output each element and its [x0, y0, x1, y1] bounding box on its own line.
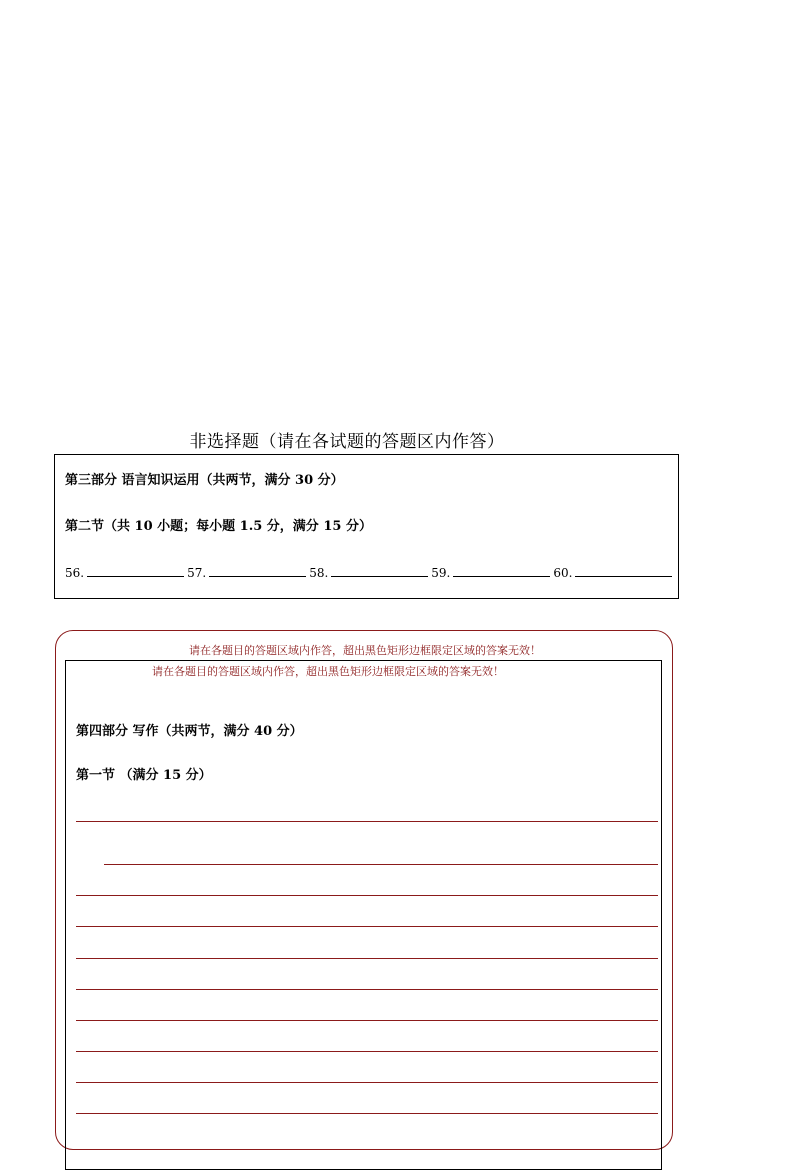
- writing-line[interactable]: [76, 821, 658, 822]
- section-title: 非选择题（请在各试题的答题区内作答）: [189, 432, 505, 452]
- answer-blanks-row: [65, 564, 675, 580]
- writing-area-frame: [55, 630, 673, 1150]
- writing-line[interactable]: [76, 989, 658, 990]
- answer-number: 57.: [187, 566, 207, 580]
- writing-line[interactable]: [76, 895, 658, 896]
- answer-item-59[interactable]: [431, 564, 553, 580]
- section1-heading: 第一节 （满分 15 分）: [76, 768, 212, 783]
- answer-item-60[interactable]: [553, 564, 675, 580]
- writing-line[interactable]: [76, 926, 658, 927]
- answer-item-56[interactable]: [65, 564, 187, 580]
- writing-line[interactable]: [76, 1051, 658, 1052]
- answer-area-notice-inner: 请在各题目的答题区域内作答，超出黑色矩形边框限定区域的答案无效！: [152, 665, 504, 678]
- answer-number: 59.: [431, 566, 451, 580]
- section2-heading: 第二节（共 10 小题；每小题 1.5 分，满分 15 分）: [65, 519, 372, 534]
- answer-blank[interactable]: [453, 564, 550, 577]
- part4-heading: 第四部分 写作（共两节，满分 40 分）: [76, 724, 303, 739]
- writing-line[interactable]: [76, 1113, 658, 1114]
- answer-number: 56.: [65, 566, 85, 580]
- answer-blank[interactable]: [575, 564, 672, 577]
- writing-line[interactable]: [104, 864, 658, 865]
- part3-heading: 第三部分 语言知识运用（共两节，满分 30 分）: [65, 473, 344, 488]
- answer-item-57[interactable]: [187, 564, 309, 580]
- answer-blank[interactable]: [87, 564, 184, 577]
- writing-answer-box[interactable]: [65, 660, 662, 1170]
- answer-area-notice: 请在各题目的答题区域内作答，超出黑色矩形边框限定区域的答案无效！: [189, 644, 541, 657]
- answer-number: 60.: [553, 566, 573, 580]
- answer-item-58[interactable]: [309, 564, 431, 580]
- answer-blank[interactable]: [331, 564, 428, 577]
- part3-answer-box: [54, 454, 679, 599]
- writing-line[interactable]: [76, 1082, 658, 1083]
- writing-line[interactable]: [76, 1020, 658, 1021]
- answer-number: 58.: [309, 566, 329, 580]
- writing-line[interactable]: [76, 958, 658, 959]
- answer-blank[interactable]: [209, 564, 306, 577]
